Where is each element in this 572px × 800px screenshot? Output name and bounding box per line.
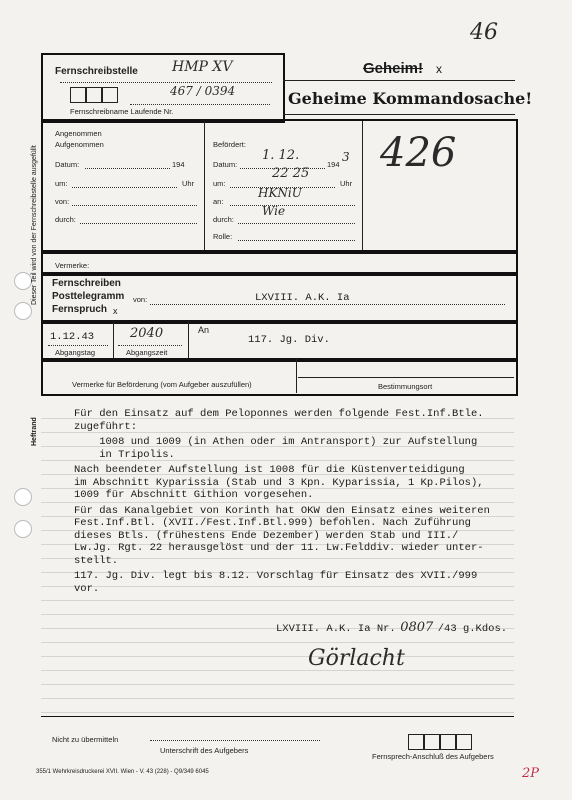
type-post: Posttelegramm — [52, 291, 125, 302]
dispatch-to: 117. Jg. Div. — [248, 334, 330, 346]
secret-struck: Geheim! — [363, 60, 424, 77]
message-body — [74, 408, 490, 595]
secret-x: x — [436, 62, 442, 76]
body-line: vor. — [74, 582, 100, 595]
received-time-label: um: — [55, 179, 68, 188]
forwarded-to: HKNiU — [258, 186, 302, 200]
forwarded-label: Befördert: — [213, 140, 246, 149]
divider — [362, 121, 363, 251]
forwarded-date: 1. 12. — [262, 148, 300, 163]
station-handwritten: HMP XV — [172, 59, 233, 75]
body-rule — [41, 642, 514, 643]
footer-rule — [41, 716, 514, 717]
punch-hole — [14, 302, 32, 320]
received-date-label: Datum: — [55, 160, 80, 169]
forwarded-time-unit: Uhr — [340, 179, 353, 188]
name-cell — [70, 87, 86, 103]
field-line — [238, 240, 355, 241]
running-line — [130, 104, 270, 105]
dispatch-to-label: An — [198, 325, 210, 335]
header-rule — [283, 80, 515, 81]
punch-hole — [14, 520, 32, 538]
side-note: Dieser Teil wird von der Fernschreibstelle ausgefüllt — [31, 145, 38, 305]
dispatch-time-label: Abgangszeit — [126, 348, 168, 357]
name-label: Fernschreibname Laufende Nr. — [70, 107, 174, 116]
forwarded-year-prefix: 194 — [327, 160, 340, 169]
field-line — [238, 223, 355, 224]
phone-cell — [408, 734, 424, 750]
body-line: stellt. — [74, 554, 119, 567]
divider — [188, 321, 189, 359]
station-line — [60, 82, 272, 83]
dispatch-day: 1.12.43 — [50, 331, 95, 343]
sender-signature-label: Unterschrift des Aufgebers — [160, 746, 249, 755]
body-rule — [41, 656, 514, 657]
received-time-unit: Uhr — [182, 179, 195, 188]
sender-from-label: von: — [133, 295, 148, 304]
not-transmit: Nicht zu übermitteln — [52, 735, 119, 744]
body-rule — [41, 670, 514, 671]
notes-label: Vermerke für Beförderung (vom Aufgeber auszufüllen) — [72, 380, 252, 389]
running-number: 467 / 0394 — [170, 84, 236, 98]
phone-cell — [440, 734, 456, 750]
body-line: Fest.Inf.Btl. (XVII./Fest.Inf.Btl.999) befohlen. Nach Zuführung — [74, 517, 471, 529]
field-line — [118, 345, 182, 346]
forwarded-time: 22 25 — [272, 166, 310, 181]
forwarded-via-label: durch: — [213, 215, 234, 224]
big-number: 426 — [380, 130, 457, 176]
body-line: 1009 für Abschnitt Githion vorgesehen. — [74, 489, 314, 501]
classification-title: Geheime Kommandosache! — [288, 89, 533, 108]
phone-cell — [424, 734, 440, 750]
body-line: 1008 und 1009 (in Athen oder im Antransport) zur Aufstellung — [74, 436, 478, 448]
dispatch-time: 2040 — [130, 326, 164, 341]
field-line — [150, 304, 505, 305]
type-telex: Fernschreiben — [52, 278, 121, 289]
type-mark: x — [113, 306, 118, 316]
body-line: 117. Jg. Div. legt bis 8.12. Vorschlag für Einsatz des XVII./999 — [74, 570, 478, 582]
field-line — [48, 345, 108, 346]
signature: Görlacht — [308, 646, 405, 671]
reference-suffix: /43 g.Kdos. — [437, 623, 508, 635]
field-line — [72, 205, 197, 206]
forwarded-year: 3 — [342, 150, 350, 164]
reference-number: 0807 — [400, 620, 434, 635]
sender-value: LXVIII. A.K. Ia — [255, 292, 350, 304]
header-rule-2 — [283, 114, 515, 115]
divider — [204, 121, 205, 251]
received-year: 194 — [172, 160, 185, 169]
corner-mark: 2P — [522, 766, 540, 781]
body-rule — [41, 684, 514, 685]
forwarded-via: Wie — [262, 204, 286, 218]
forwarded-role-label: Rolle: — [213, 232, 233, 241]
received-from-label: von: — [55, 197, 70, 206]
body-rule — [41, 712, 514, 713]
type-phone: Fernspruch — [52, 304, 108, 315]
field-line — [72, 187, 177, 188]
body-line: in Tripolis. — [74, 448, 175, 461]
forwarded-date-label: Datum: — [213, 160, 238, 169]
reference-prefix: LXVIII. A.K. Ia Nr. — [276, 623, 396, 635]
body-rule — [41, 614, 514, 615]
punch-hole — [14, 272, 32, 290]
remarks-label: Vermerke: — [55, 261, 90, 270]
divider — [113, 321, 114, 359]
body-line: dieses Btls. (frühestens Ende Dezember) werden Stab und III./ — [74, 529, 459, 542]
body-line: Lw.Jg. Rgt. 22 herausgelöst und der 11. Lw.Felddiv. wieder unter- — [74, 542, 484, 554]
field-line — [230, 205, 355, 206]
forwarded-to-label: an: — [213, 197, 224, 206]
received-via-label: durch: — [55, 215, 76, 224]
station-label: Fernschreibstelle — [55, 66, 138, 77]
name-cell — [86, 87, 102, 103]
forwarded-time-label: um: — [213, 179, 226, 188]
body-rule — [41, 698, 514, 699]
name-cell — [102, 87, 118, 103]
field-line — [150, 740, 320, 741]
field-line — [80, 223, 197, 224]
body-line: Nach beendeter Aufstellung ist 1008 für die Küstenverteidigung — [74, 464, 465, 476]
phone-cell — [456, 734, 472, 750]
reference-line — [276, 618, 507, 636]
dispatch-day-label: Abgangstag — [55, 348, 96, 357]
destination-label: Bestimmungsort — [378, 382, 433, 391]
body-line: Für den Einsatz auf dem Peloponnes werden folgende Fest.Inf.Btle. — [74, 408, 484, 420]
side-edge-label: Heftrand — [31, 417, 38, 446]
field-line — [85, 168, 170, 169]
body-line: im Abschnitt Kyparissia (Stab und 3 Kpn. Kyparissia, 1 Kp.Pilos), — [74, 476, 484, 489]
body-rule — [41, 600, 514, 601]
body-line: Für das Kanalgebiet von Korinth hat OKW den Einsatz eines weiteren — [74, 504, 490, 517]
print-info: 355/1 Wehrkreisdruckerei XVII. Wien - V. 43 (228) - Q9/349 6045 — [36, 769, 209, 775]
body-line: zugeführt: — [74, 420, 138, 433]
punch-hole — [14, 488, 32, 506]
received-label: Angenommen — [55, 129, 102, 138]
divider — [296, 359, 297, 393]
phone-label: Fernsprech-Anschluß des Aufgebers — [372, 752, 494, 761]
destination-rule — [298, 377, 514, 378]
recorded-label: Aufgenommen — [55, 140, 104, 149]
page-number: 46 — [470, 20, 498, 45]
